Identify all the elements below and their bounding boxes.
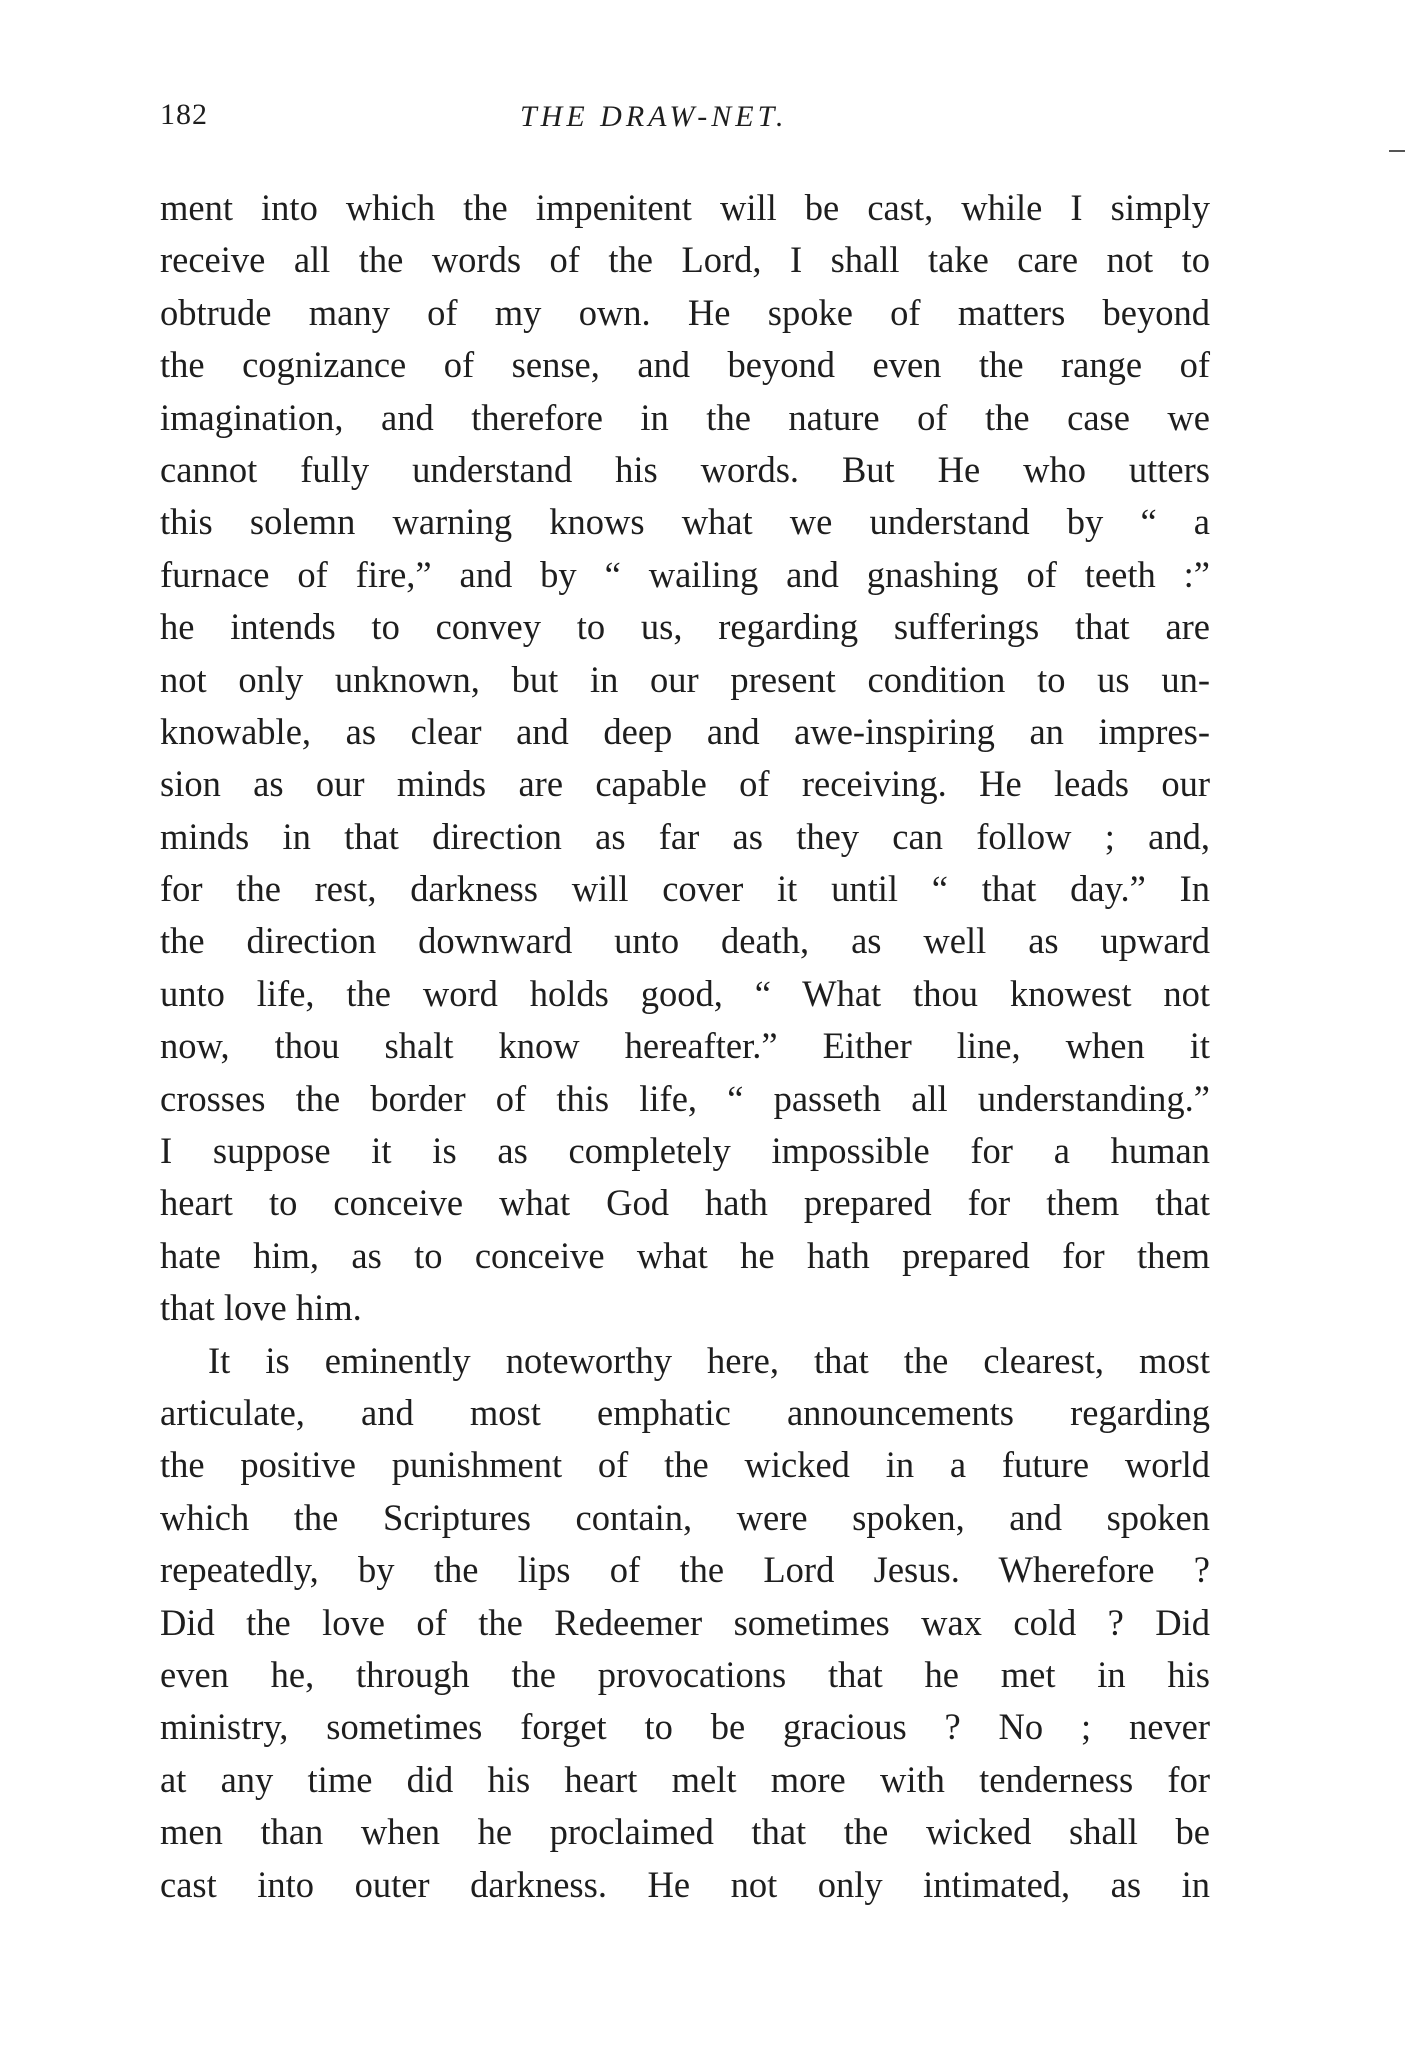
text-line: Did the love of the Redeemer sometimes wax cold ? Did — [160, 1601, 1210, 1643]
text-line: repeatedly, by the lips of the Lord Jesus. Wherefore ? — [160, 1549, 1210, 1591]
text-line: cannot fully understand his words. But He who utters — [160, 448, 1210, 490]
text-line: ment into which the impenitent will be cast, while I simply — [160, 187, 1210, 228]
margin-mark — [1389, 150, 1405, 152]
text-line: imagination, and therefore in the nature of the case we — [160, 396, 1210, 438]
text-line: men than when he proclaimed that the wicked shall be — [160, 1811, 1210, 1853]
text-line: the direction downward unto death, as well as upward — [160, 920, 1210, 962]
text-line: hate him, as to conceive what he hath prepared for them — [160, 1234, 1210, 1276]
text-line: for the rest, darkness will cover it until “ that day.” In — [160, 868, 1210, 910]
page-number: 182 — [160, 98, 208, 131]
text-line: It is eminently noteworthy here, that the clearest, most — [208, 1339, 1210, 1381]
text-line: now, thou shalt know hereafter.” Either line, when it — [160, 1025, 1210, 1067]
text-line: that love him. — [160, 1287, 362, 1329]
text-line: which the Scriptures contain, were spoken, and spoken — [160, 1496, 1210, 1538]
text-line: the cognizance of sense, and beyond even the range of — [160, 344, 1210, 386]
running-title: THE DRAW-NET. — [520, 100, 788, 133]
text-line: the positive punishment of the wicked in a future world — [160, 1444, 1210, 1486]
text-line: furnace of fire,” and by “ wailing and gnashing of teeth :” — [160, 553, 1210, 595]
text-line: at any time did his heart melt more with tenderness for — [160, 1758, 1210, 1800]
text-line: I suppose it is as completely impossible for a human — [160, 1130, 1210, 1172]
text-line: receive all the words of the Lord, I shall take care not to — [160, 239, 1210, 281]
text-line: this solemn warning knows what we understand by “ a — [160, 501, 1210, 543]
text-line: unto life, the word holds good, “ What thou knowest not — [160, 972, 1210, 1014]
text-line: minds in that direction as far as they can follow ; and, — [160, 815, 1210, 857]
body-text — [160, 182, 1210, 1911]
page-header — [160, 98, 1210, 148]
text-line: obtrude many of my own. He spoke of matters beyond — [160, 291, 1210, 333]
paragraph — [160, 182, 1210, 1335]
text-line: knowable, as clear and deep and awe-inspiring an impres- — [160, 710, 1210, 752]
text-line: articulate, and most emphatic announcements regarding — [160, 1391, 1210, 1433]
text-line: even he, through the provocations that he met in his — [160, 1653, 1210, 1695]
text-line: not only unknown, but in our present condition to us un- — [160, 658, 1210, 700]
text-line: he intends to convey to us, regarding sufferings that are — [160, 606, 1210, 648]
text-line: crosses the border of this life, “ passeth all understanding.” — [160, 1077, 1210, 1119]
paragraph — [160, 1335, 1210, 1911]
text-line: sion as our minds are capable of receiving. He leads our — [160, 763, 1210, 805]
text-line: ministry, sometimes forget to be gracious ? No ; never — [160, 1706, 1210, 1748]
text-line: heart to conceive what God hath prepared for them that — [160, 1182, 1210, 1224]
text-line: cast into outer darkness. He not only intimated, as in — [160, 1863, 1210, 1905]
